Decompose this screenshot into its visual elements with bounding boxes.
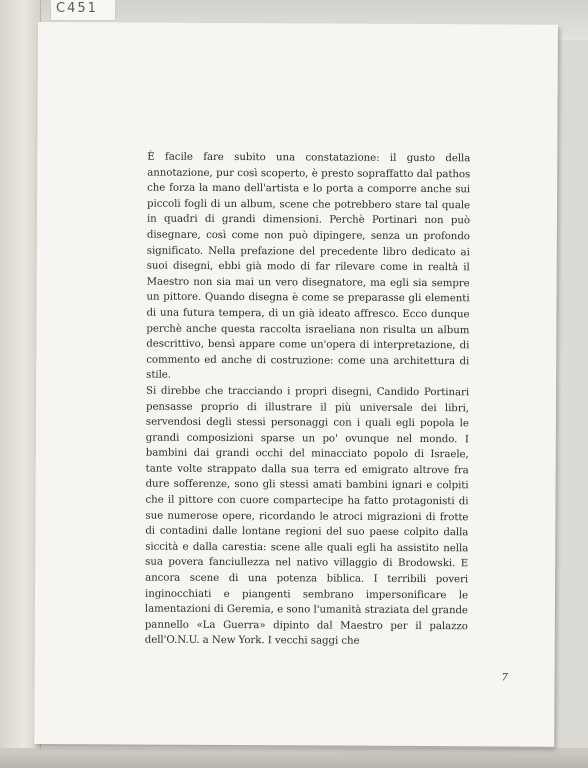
- book-page: [34, 22, 558, 747]
- page-stack-edge: [0, 748, 588, 768]
- inventory-tag-label: C451: [56, 1, 98, 16]
- inventory-tag: [50, 0, 116, 21]
- paragraph: Si direbbe che tracciando i propri disegni, Candido Portinari pensasse proprio di illustrare il più universale dei libri, servendosi degli stessi personaggi con i quali egli popola le grandi composizioni sparse un po' ovunque nel mondo. I bambini dai grandi occhi del minacciato popolo di Israele, tante volte strappato dalla sua terra ed emigrato altrove fra dure sofferenze, sono gli stessi amati bambini ignari e colpiti che il pittore con cuore compartecipe ha fatto protagonisti di sue numerose opere, ricordando le atroci migrazioni di frotte di contadini dalle lontane regioni del suo paese colpito dalla siccità e dalla carestia: scene alle quali egli ha assistito nella sua povera fanciullezza nel nativo villaggio di Brodowski. E ancora scene di una potenza biblica. I terribili poveri inginocchiati e piangenti sembrano impersonificare le lamentazioni di Geremia, e sono l'umanità straziata del grande pannello «La Guerra» dipinto dal Maestro per il palazzo dell'O.N.U. a New York. I vecchi saggi che: [144, 385, 470, 648]
- paragraph: È facile fare subito una constatazione: il gusto della annotazione, pur così scoperto, è presto sopraffatto dal pathos che forza la mano dell'artista e lo porta a comporre anche sui piccoli fogli di un album, scene che potrebbero stare tal quale in quadri di grandi dimensioni. Perchè Portinari non può disegnare, così come non può dipingere, senza un profondo significato. Nella prefazione del precedente libro dedicato ai suoi disegni, ebbi già modo di far rilevare come in realtà il Maestro non sia mai un vero disegnatore, ma egli sia sempre un pittore. Quando disegna è come se preparasse gli elementi di una futura tempera, di un già ideato affresco. Ecco dunque perchè anche questa raccolta israeliana non risulta un album descrittivo, bensì appare come un'opera di interpretazione, di commento ed anche di costruzione: come una architettura di stile.: [146, 151, 471, 382]
- body-text: [145, 150, 471, 651]
- page-number: 7: [501, 672, 508, 684]
